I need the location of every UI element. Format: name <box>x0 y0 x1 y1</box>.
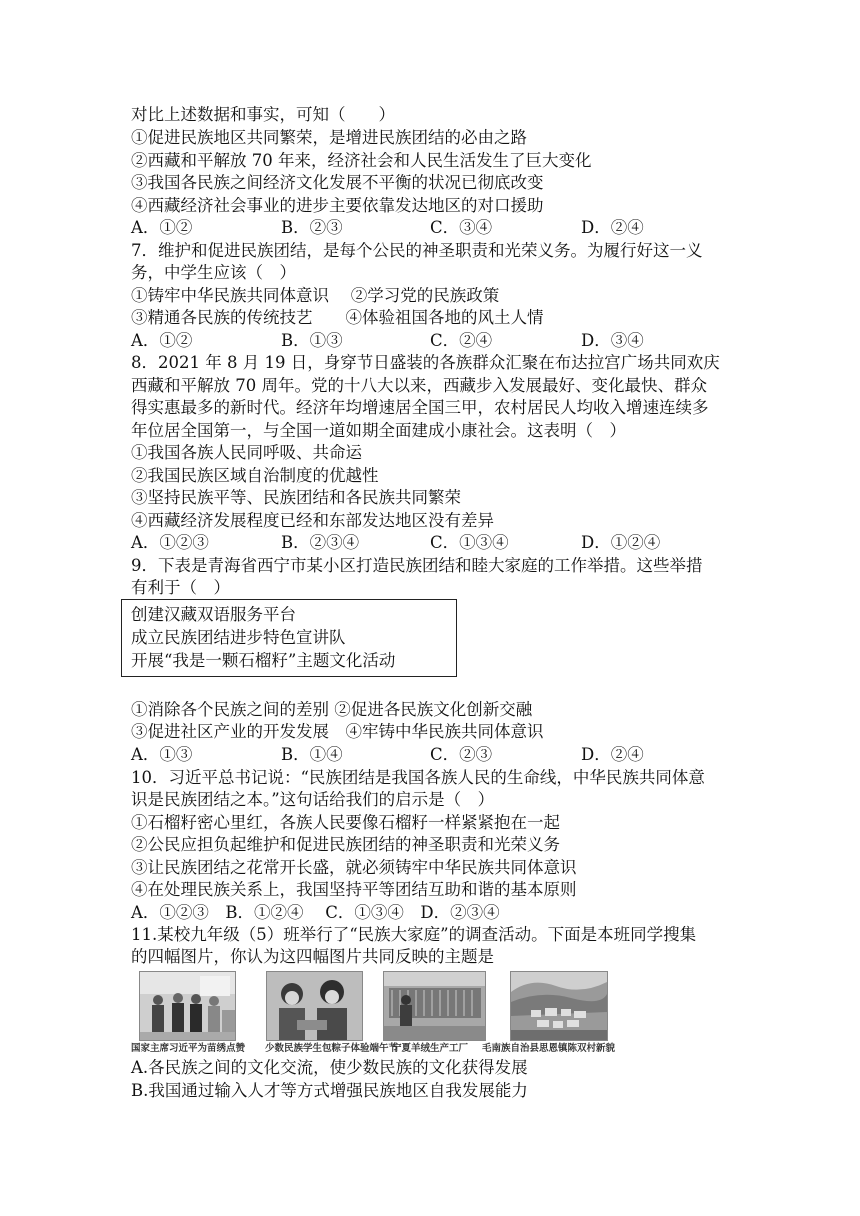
q7-item-1: ①铸牢中华民族共同体意识 ②学习党的民族政策 <box>131 286 500 305</box>
q8-stem-line4: 年位居全国第一，与全国一道如期全面建成小康社会。这表明（ ） <box>131 421 626 440</box>
q7-item-2: ③精通各民族的传统技艺 ④体验祖国各地的风土人情 <box>131 308 544 327</box>
q10-item-2: ②公民应担负起维护和促进民族团结的神圣职责和光荣义务 <box>131 835 560 854</box>
q7-option-c[interactable]: C．②④ <box>430 331 493 350</box>
q8-item-2: ②我国民族区域自治制度的优越性 <box>131 466 379 485</box>
photo-maonan-village <box>510 971 608 1041</box>
q8-option-a[interactable]: A．①②③ <box>131 533 209 552</box>
q9-option-b[interactable]: B．①④ <box>281 745 343 764</box>
q9-item-1: ①消除各个民族之间的差别 ②促进各民族文化创新交融 <box>131 700 533 719</box>
q9-table-row-3: 开展“我是一颗石榴籽”主题文化活动 <box>131 651 396 670</box>
q6-option-b[interactable]: B．②③ <box>281 218 343 237</box>
q8-stem-line3: 得实惠最多的新时代。经济年均增速居全国三甲，农村居民人均收入增速连续多 <box>131 398 709 417</box>
q11-option-a[interactable]: A.各民族之间的文化交流，使少数民族的文化获得发展 <box>131 1058 528 1077</box>
q7-option-b[interactable]: B．①③ <box>281 331 343 350</box>
q7-options <box>131 330 751 352</box>
q9-options <box>131 744 751 766</box>
q11-stem-line2: 的四幅图片，你认为这四幅图片共同反映的主题是 <box>131 947 494 966</box>
q6-option-c[interactable]: C．③④ <box>430 218 493 237</box>
q10-item-4: ④在处理民族关系上，我国坚持平等团结互助和谐的基本原则 <box>131 880 577 899</box>
q9-measures-table <box>121 599 457 677</box>
q8-stem-line2: 西藏和平解放 70 周年。党的十八大以来，西藏步入发展最好、变化最快、群众 <box>131 376 707 395</box>
q9-option-d[interactable]: D．②④ <box>581 745 644 764</box>
q8-item-1: ①我国各族人民同呼吸、共命运 <box>131 443 362 462</box>
q9-option-c[interactable]: C．②③ <box>430 745 493 764</box>
q10-item-1: ①石榴籽密心里红，各族人民要像石榴籽一样紧紧抱在一起 <box>131 813 560 832</box>
q8-option-d[interactable]: D．①②④ <box>581 533 661 552</box>
photo-ningxia-factory <box>383 971 486 1041</box>
q6-item-1: ①促进民族地区共同繁荣，是增进民族团结的必由之路 <box>131 128 527 147</box>
q8-stem-line1: 8．2021 年 8 月 19 日，身穿节日盛装的各族群众汇聚在布达拉宫广场共同欢庆 <box>131 353 720 372</box>
caption-photo-3: 宁夏羊绒生产工厂 <box>392 1043 469 1054</box>
q10-stem-line1: 10．习近平总书记说：“民族团结是我国各族人民的生命线，中华民族共同体意 <box>131 768 705 787</box>
photo-students-zongzi <box>266 971 363 1041</box>
q7-option-d[interactable]: D．③④ <box>581 331 644 350</box>
q8-option-b[interactable]: B．②③④ <box>281 533 360 552</box>
q6-option-d[interactable]: D．②④ <box>581 218 644 237</box>
q6-item-2: ②西藏和平解放 70 年来，经济社会和人民生活发生了巨大变化 <box>131 151 592 170</box>
q9-stem-line1: 9．下表是青海省西宁市某小区打造民族团结和睦大家庭的工作举措。这些举措 <box>131 556 703 575</box>
q10-stem-line2: 识是民族团结之本。”这句话给我们的启示是（ ） <box>131 790 495 809</box>
q10-options[interactable]: A．①②③ B．①②④ C．①③④ D．②③④ <box>131 903 500 922</box>
q10-item-3: ③让民族团结之花常开长盛，就必须铸牢中华民族共同体意识 <box>131 858 577 877</box>
q7-option-a[interactable]: A．①② <box>131 331 193 350</box>
photo-xi-miao-embroidery <box>139 971 236 1041</box>
q9-table-row-2: 成立民族团结进步特色宣讲队 <box>131 628 346 647</box>
q8-item-4: ④西藏经济发展程度已经和东部发达地区没有差异 <box>131 511 494 530</box>
q6-item-3: ③我国各民族之间经济文化发展不平衡的状况已彻底改变 <box>131 173 544 192</box>
q7-stem-line2: 务，中学生应该（ ） <box>131 263 296 282</box>
q9-item-2: ③促进社区产业的开发发展 ④牢铸中华民族共同体意识 <box>131 722 544 741</box>
q6-option-a[interactable]: A．①② <box>131 218 193 237</box>
caption-photo-4: 毛南族自治县思恩镇陈双村新貌 <box>482 1043 616 1054</box>
q8-item-3: ③坚持民族平等、民族团结和各民族共同繁荣 <box>131 488 461 507</box>
caption-photo-1: 国家主席习近平为苗绣点赞 <box>131 1043 246 1054</box>
q11-option-b[interactable]: B.我国通过输入人才等方式增强民族地区自我发展能力 <box>131 1081 528 1100</box>
caption-photo-2: 少数民族学生包粽子体验端午节 <box>265 1043 399 1054</box>
q9-table-row-1: 创建汉藏双语服务平台 <box>131 605 296 624</box>
q8-option-c[interactable]: C．①③④ <box>430 533 509 552</box>
q6-stem: 对比上述数据和事实，可知（ ） <box>131 105 395 124</box>
q6-options <box>131 217 751 239</box>
q8-options <box>131 532 751 554</box>
q9-option-a[interactable]: A．①③ <box>131 745 193 764</box>
q7-stem-line1: 7．维护和促进民族团结，是每个公民的神圣职责和光荣义务。为履行好这一义 <box>131 241 703 260</box>
q11-stem-line1: 11.某校九年级（5）班举行了“民族大家庭”的调查活动。下面是本班同学搜集 <box>131 925 697 944</box>
q6-item-4: ④西藏经济社会事业的进步主要依靠发达地区的对口援助 <box>131 196 544 215</box>
q9-stem-line2: 有利于（ ） <box>131 578 230 597</box>
